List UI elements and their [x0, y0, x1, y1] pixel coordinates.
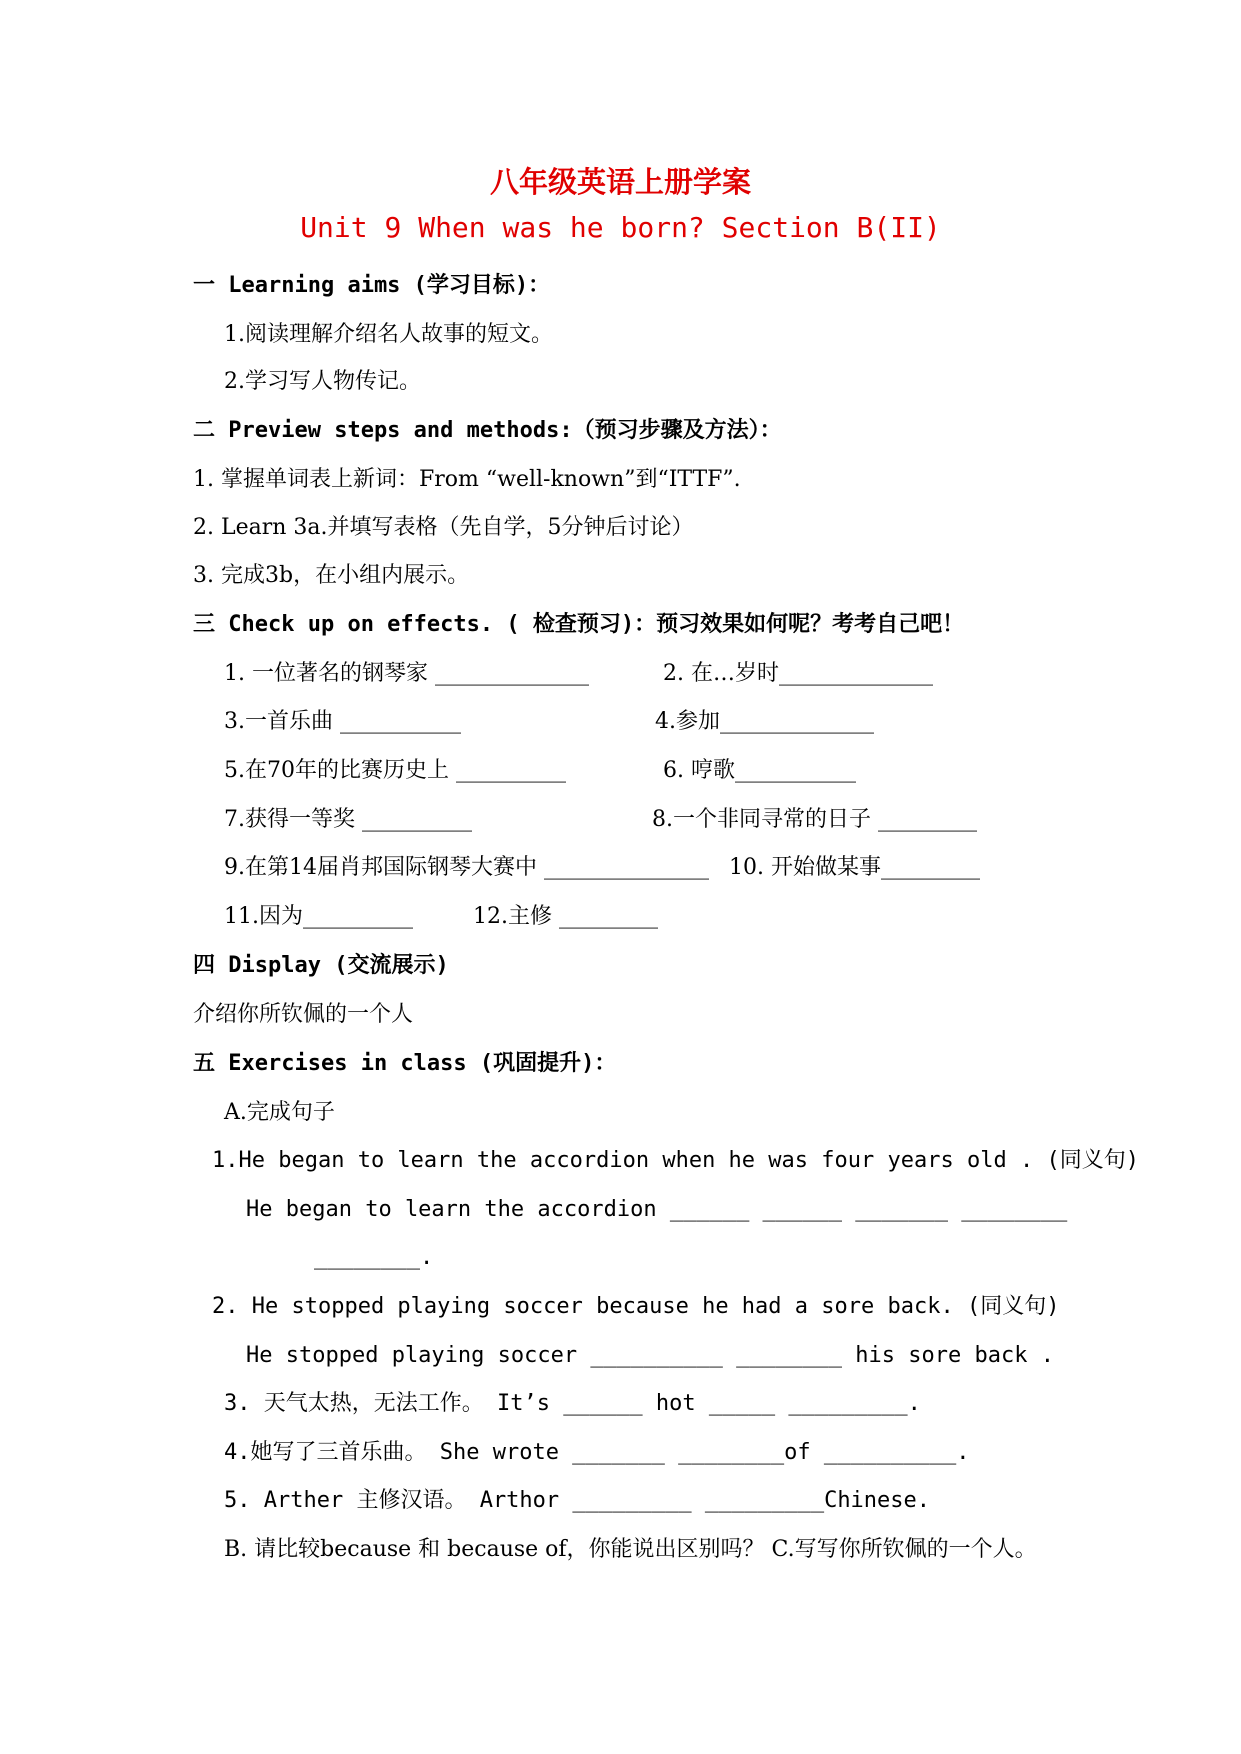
preview-step: 2. Learn 3a.并填写表格（先自学，5分钟后讨论） — [193, 515, 694, 540]
exercise-line: B. 请比较because 和 because of，你能说出区别吗？ C.写写你所钦佩的一个人。 — [224, 1537, 1037, 1562]
exercise-line: He began to learn the accordion ______ ______ _______ ________ — [246, 1197, 1068, 1222]
vocab-item: 3.一首乐曲 ___________ — [224, 709, 461, 734]
section-heading-learning-aims: 一 Learning aims (学习目标)： — [193, 273, 551, 298]
vocab-item: 7.获得一等奖 __________ — [224, 807, 472, 832]
aim-item: 1.阅读理解介绍名人故事的短文。 — [224, 322, 553, 347]
vocab-item: 8.一个非同寻常的日子 _________ — [652, 807, 977, 832]
vocab-item: 2. 在…岁时______________ — [663, 661, 933, 686]
exercise-line: He stopped playing soccer __________ ________ his sore back . — [246, 1343, 1054, 1368]
page-title: 八年级英语上册学案 — [489, 165, 751, 199]
section-heading-exercises: 五 Exercises in class (巩固提升)： — [193, 1051, 617, 1076]
vocab-item: 5.在70年的比赛历史上 __________ — [224, 758, 566, 783]
page-subtitle: Unit 9 When was he born? Section B(II) — [300, 211, 941, 244]
vocab-item: 11.因为__________ — [224, 904, 413, 929]
vocab-item: 12.主修 _________ — [473, 904, 658, 929]
display-text: 介绍你所钦佩的一个人 — [193, 1002, 414, 1027]
exercise-line: 4.她写了三首乐曲。 She wrote _______ ________of __________. — [224, 1440, 970, 1465]
vocab-item: 6. 哼歌___________ — [663, 758, 856, 783]
exercise-line: ________. — [314, 1245, 434, 1270]
exercise-part-a: A.完成句子 — [224, 1100, 335, 1125]
exercise-line: 5. Arther 主修汉语。 Arthor _________ _________Chinese. — [224, 1488, 931, 1513]
section-heading-display: 四 Display (交流展示) — [193, 953, 449, 978]
preview-step: 1. 掌握单词表上新词：From “well-known”到“ITTF”. — [193, 467, 741, 492]
section-heading-check-up: 三 Check up on effects. ( 检查预习)：预习效果如何呢？考考自己吧！ — [193, 612, 965, 637]
section-heading-preview: 二 Preview steps and methods:（预习步骤及方法）： — [193, 418, 782, 443]
exercise-line: 2. He stopped playing soccer because he had a sore back. (同义句) — [212, 1294, 1060, 1319]
vocab-item: 9.在第14届肖邦国际钢琴大赛中 _______________ — [224, 855, 709, 880]
exercise-line: 3. 天气太热，无法工作。 It’s ______ hot _____ _________. — [224, 1391, 921, 1416]
vocab-item: 10. 开始做某事_________ — [729, 855, 980, 880]
vocab-item: 4.参加______________ — [655, 709, 874, 734]
aim-item: 2.学习写人物传记。 — [224, 369, 421, 394]
preview-step: 3. 完成3b，在小组内展示。 — [193, 563, 470, 588]
vocab-item: 1. 一位著名的钢琴家 ______________ — [224, 661, 589, 686]
exercise-line: 1.He began to learn the accordion when he was four years old . (同义句) — [212, 1148, 1139, 1173]
